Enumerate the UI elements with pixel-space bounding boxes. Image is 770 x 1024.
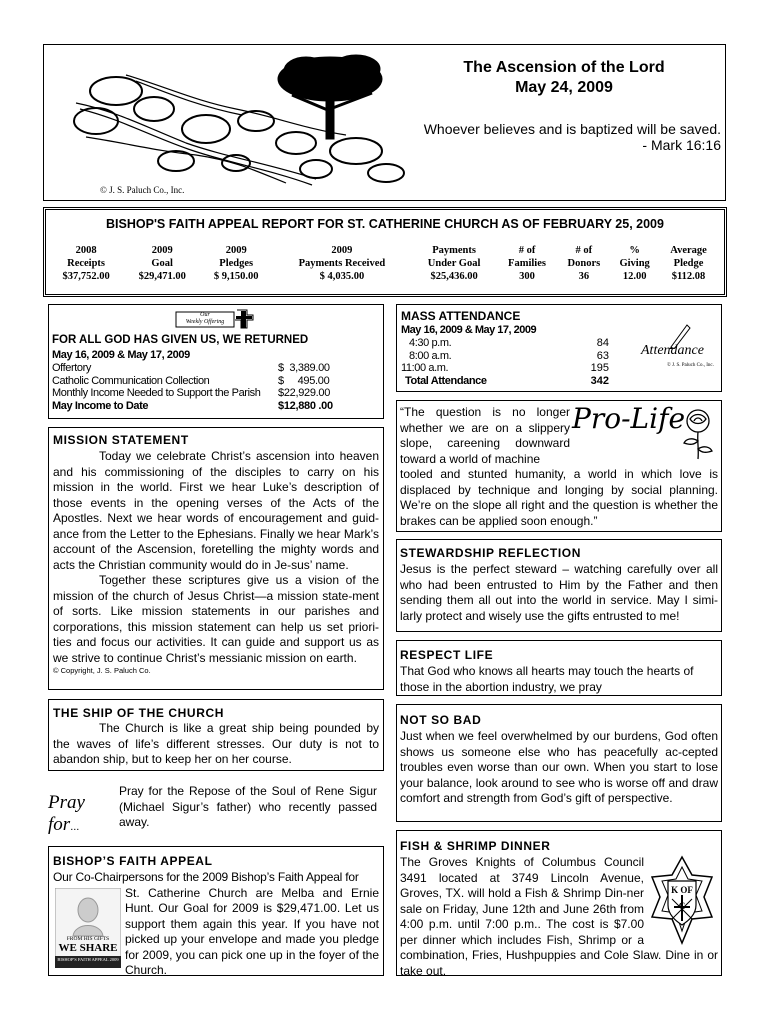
bfa-title: BISHOP’S FAITH APPEAL [53, 854, 213, 868]
offering-label: Monthly Income Needed to Support the Parish [52, 387, 261, 399]
ship-text [53, 721, 379, 768]
mission-paragraph: Together these scriptures give us a vision of the mission of the church of Jesus Christ—a mission state-ment of sorts. Like mission statements in our parishes and corporations, this mission statement can help us set priori-ties and focus our activities. It can guide and support us as we strive to continue Christ’s messianic mission on earth. [53, 573, 379, 665]
notsobad-box [396, 704, 722, 822]
offering-row [52, 362, 333, 375]
kofc-emblem [646, 855, 718, 947]
bfa-col-h1: 2009 [331, 245, 353, 256]
attendance-row [401, 375, 609, 388]
attendance-logo-text: Attendance [641, 343, 704, 358]
offering-logo-line1: Our [200, 312, 210, 318]
bfa-logo-banner: BISHOP'S FAITH APPEAL 2009 [57, 956, 119, 962]
respect-text: That God who knows all hearts may touch the hearts of those in the abortion industry, we pray [400, 664, 694, 694]
bfa-col-h1: 2009 [151, 245, 173, 256]
bfa-report-box [43, 207, 727, 297]
offering-table [52, 362, 333, 412]
attendance-title: MASS ATTENDANCE [401, 309, 521, 323]
header-quote-ref: - Mark 16:16 [642, 137, 721, 153]
attendance-count: 195 [590, 362, 609, 374]
attendance-time: 11:00 a.m. [401, 362, 449, 374]
bfa-col-h2: Receipts [67, 258, 106, 269]
attendance-row [401, 362, 609, 375]
header-quote: Whoever believes and is baptized will be saved. [423, 121, 721, 137]
offering-value: $ 3,389.00 [278, 362, 330, 374]
bfa-col-value: 12.00 [622, 271, 647, 282]
bfa-report-title: BISHOP'S FAITH APPEAL REPORT FOR ST. CATHERINE CHURCH AS OF FEBRUARY 25, 2009 [106, 217, 664, 231]
page-date: May 24, 2009 [515, 79, 613, 96]
bfa-col-h1: # of [518, 245, 536, 256]
mission-copyright: © Copyright, J. S. Paluch Co. [53, 666, 151, 675]
fish-text: The Groves Knights of Columbus Council 3491 located at 3749 Lincoln Avenue, Groves, TX. will hold a Fish & Shrimp Din-ner sale on Friday, June 12th and June 26th from 4:00 p.m. until 7:00 p.m.. The cost is $7.00 per dinner which includes Fish, Shrimp or a combination, Fries, Hushpuppies and Cole Slaw. Dine in or take out. [400, 855, 718, 978]
prayfor-logo-dots: ... [70, 821, 80, 833]
stewardship-title: STEWARDSHIP REFLECTION [400, 546, 581, 560]
header-box [43, 44, 726, 201]
bfa-col-h1: # of [575, 245, 593, 256]
bfa-col-value: $29,471.00 [138, 271, 186, 282]
prolife-logo [572, 402, 718, 463]
art-credit: © J. S. Paluch Co., Inc. [100, 185, 185, 195]
bfa-logo [53, 886, 123, 970]
attendance-row [401, 350, 609, 363]
notsobad-text: Just when we feel overwhelmed by our burdens, God often shows us someone else who has peacefully ac-cepted troubles even worse than our own. When you start to lose your balance, look around to see who is worse off and draw comfort and strength from God’s gift of perspective. [400, 729, 718, 805]
mission-body [53, 449, 379, 666]
bfa-col-value: $37,752.00 [62, 271, 110, 282]
bfa-logo-big: WE SHARE [58, 941, 118, 954]
bfa-col-value: $112.08 [671, 271, 706, 282]
bfa-col-h2: Pledge [673, 258, 704, 269]
attendance-table [401, 337, 609, 387]
prolife-logo-text: Pro-Life [572, 402, 686, 435]
prayfor-text: Pray for the Repose of the Soul of Rene Sigur (Michael Sigur’s father) who recently passed away. [119, 784, 377, 829]
fish-body [400, 855, 718, 979]
offering-row [52, 375, 333, 388]
prolife-quote-rest: tooled and stunted humanity, a world in which love is displaced by technique and longing by social planning. We’re on the slope all right and the question is whether the brakes can be applied soon enough.” [400, 467, 718, 528]
offering-logo-line2: Weekly Offering [185, 319, 225, 325]
bfa-col-h2: Pledges [219, 258, 254, 269]
attendance-time: 8:00 a.m. [409, 349, 452, 362]
notsobad-title: NOT SO BAD [400, 713, 482, 727]
ship-paragraph: The Church is like a great ship being pounded by the waves of life’s different stresses. Our duty is not to abandon ship, but to keep her on her course. [53, 721, 379, 766]
attendance-time: Total Attendance [405, 374, 487, 387]
rose-icon [680, 407, 716, 461]
offering-row [52, 387, 333, 400]
prayfor-logo [48, 792, 116, 835]
bfa-col-h2: Giving [619, 258, 650, 269]
bfa-col-h1: Payments [432, 245, 476, 256]
attendance-box [396, 304, 722, 392]
bfa-logo-image [55, 888, 121, 968]
attendance-row [401, 337, 609, 350]
ship-box [48, 699, 384, 771]
offering-label: Catholic Communication Collection [52, 374, 210, 387]
bfa-text: St. Catherine Church are Melba and Ernie Hunt. Our Goal for 2009 is $29,471.00. Let us support them again this year. If you have not picked up your envelope and made you pledge for 2009, you can pick one up in the foyer of the Church. [125, 885, 379, 977]
prayfor-logo-text: Pray for [48, 792, 85, 835]
attendance-count: 84 [596, 337, 609, 349]
attendance-count: 63 [596, 349, 609, 362]
mission-paragraph: Today we celebrate Christ’s ascension into heaven and his commissioning of the disciples to carry on his mission in the world. First we hear Luke’s description of those events in the opening verses of the Acts of the Apostles. Next we hear words of encouragement and guid-ance from the Letter to the Ephesians. Finally we hear Mark’s account of the Ascension, foretelling the mighty words and acts the Christian community would do in Je-sus’ name. [53, 449, 379, 572]
bfa-col-h2: Payments Received [298, 258, 386, 269]
bfa-col-value: $ 9,150.00 [213, 271, 259, 282]
bfa-col-h1: Average [670, 245, 707, 256]
offering-label: Offertory [52, 362, 91, 374]
attendance-time: 4:30 p.m. [409, 337, 452, 349]
bfa-col-h2: Goal [151, 258, 173, 269]
fish-box [396, 830, 722, 976]
stewardship-box [396, 539, 722, 632]
bfa-col-h1: 2009 [225, 245, 247, 256]
offering-title: FOR ALL GOD HAS GIVEN US, WE RETURNED [52, 334, 309, 346]
stewardship-text: Jesus is the perfect steward – watching carefully over all who had been entrusted to Him by the Father and then sending them all out into the world in service. May I simi-larly protect and wisely use the gifts entrusted to me! [400, 562, 718, 623]
bfa-col-value: 300 [519, 271, 535, 282]
offering-value: $ 495.00 [278, 374, 330, 387]
attendance-dates: May 16, 2009 & May 17, 2009 [401, 324, 537, 336]
offering-box [48, 304, 384, 419]
bfa-col-h2: Under Goal [427, 258, 481, 269]
bfa-col-value: $ 4,035.00 [319, 271, 365, 282]
offering-dates: May 16, 2009 & May 17, 2009 [52, 349, 190, 361]
prolife-box [396, 400, 722, 532]
bfa-col-value: $25,436.00 [430, 271, 478, 282]
prayfor-box [48, 776, 384, 838]
page-title: The Ascension of the Lord [463, 59, 665, 76]
bfa-logo-small: FROM HIS GIFTS [66, 935, 110, 942]
bfa-report-table [48, 244, 718, 283]
bfa-col-h1: 2008 [75, 245, 97, 256]
offering-row [52, 400, 333, 413]
fish-title: FISH & SHRIMP DINNER [400, 839, 551, 853]
prolife-quote-start: “The question is no longer whether we are on a slippery slope, careening downward toward a world of machine [400, 405, 570, 466]
mission-box [48, 427, 384, 690]
offering-label: May Income to Date [52, 399, 149, 412]
bfa-box [48, 846, 384, 976]
ship-title: THE SHIP OF THE CHURCH [53, 706, 224, 720]
respect-title: RESPECT LIFE [400, 648, 494, 662]
landscape-illustration [56, 51, 416, 189]
bfa-col-h2: Families [508, 258, 546, 269]
bfa-col-h1: % [629, 245, 640, 256]
bfa-col-value: 36 [578, 271, 590, 282]
attendance-count: 342 [590, 374, 609, 387]
kofc-emblem-text: K OF C [671, 885, 693, 911]
offering-value: $22,929.00 [278, 387, 331, 399]
bfa-intro: Our Co-Chairpersons for the 2009 Bishop’s Faith Appeal for [53, 870, 359, 884]
attendance-logo-credit: © J. S. Paluch Co., Inc. [667, 363, 714, 368]
weekly-offering-logo [175, 309, 255, 329]
bfa-col-h2: Donors [567, 258, 601, 269]
respect-box [396, 640, 722, 696]
mission-title: MISSION STATEMENT [53, 433, 189, 447]
offering-value: $12,880 .00 [278, 399, 333, 412]
